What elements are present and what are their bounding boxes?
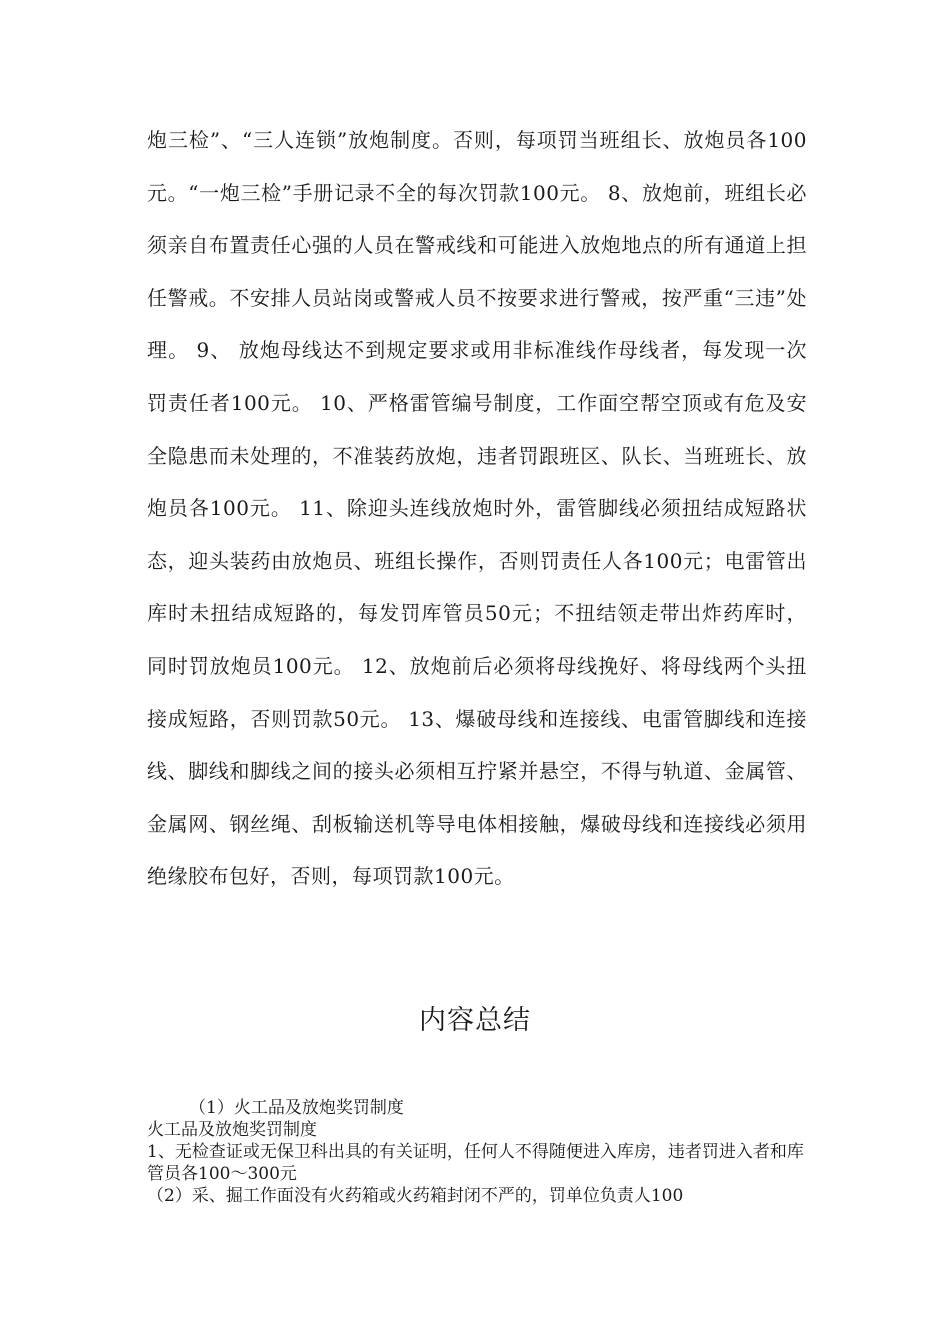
body-paragraph: 炮三检”、“三人连锁”放炮制度。否则，每项罚当班组长、放炮员各100元。“一炮三检”手册记录不全的每次罚款100元。 8、放炮前，班组长必须亲自布置责任心强的人员在警戒线和可能进入放炮地点的所有通道上担任警戒。不安排人员站岗或警戒人员不按要求进行警戒，按严重“三违”处理。 9、 放炮母线达不到规定要求或用非标准线作母线者，每发现一次罚责任者100元。 10、严格雷管编号制度，工作面空帮空顶或有危及安全隐患而未处理的，不准装药放炮，违者罚跟班区、队长、当班班长、放炮员各100元。 11、除迎头连线放炮时外，雷管脚线必须扭结成短路状态，迎头装药由放炮员、班组长操作，否则罚责任人各100元；电雷管出库时未扭结成短路的，每发罚库管员50元；不扭结领走带出炸药库时，同时罚放炮员100元。 12、放炮前后必须将母线挽好、将母线两个头扭接成短路，否则罚款50元。 13、爆破母线和连接线、电雷管脚线和连接线、脚线和脚线之间的接头必须相互拧紧并悬空，不得与轨道、金属管、金属网、钢丝绳、刮板输送机等导电体相接触，爆破母线和连接线必须用绝缘胶布包好，否则，每项罚款100元。 (147, 128, 807, 889)
summary-line: 1、无检查证或无保卫科出具的有关证明，任何人不得随便进入库房，违者罚进入者和库管员各100～300元 (147, 1142, 804, 1184)
summary-line: （1）火工品及放炮奖罚制度 (189, 1098, 404, 1118)
summary-line: 火工品及放炮奖罚制度 (147, 1120, 317, 1140)
summary-line: （2）采、掘工作面没有火药箱或火药箱封闭不严的，罚单位负责人100 (147, 1186, 684, 1206)
summary-section (147, 1097, 807, 1207)
summary-title: 内容总结 (419, 1005, 531, 1036)
